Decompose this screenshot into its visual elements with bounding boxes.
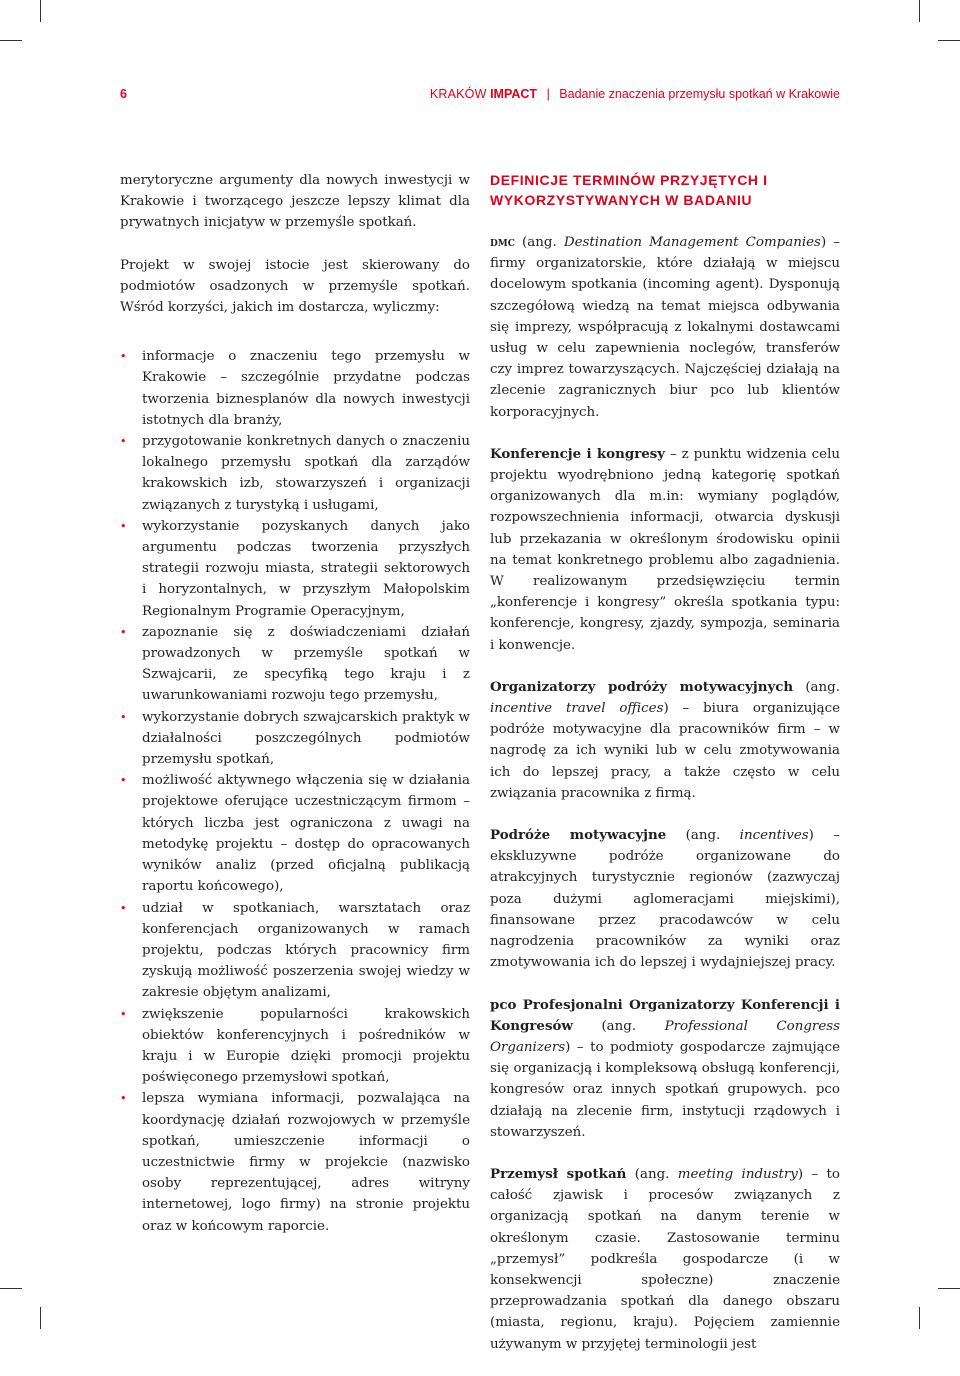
definitions-heading: DEFINICJE TERMINÓW PRZYJĘTYCH I WYKORZYSTYWANYCH W BADANIU — [490, 172, 768, 208]
list-item: • wykorzystanie pozyskanych danych jako argumentu podczas tworzenia przyszłych strategii rozwoju miasta, strategii sektorowych i horyzontalnych, w przyszłym Małopolskim Regionalnym Programie Operacyjnym, — [120, 516, 470, 622]
bullet-icon: • — [120, 519, 127, 533]
right-column — [490, 170, 840, 1376]
term: Konferencje i kongresy — [490, 445, 666, 462]
term: Podróże motywacyjne — [490, 827, 667, 844]
crop-mark — [0, 40, 22, 41]
definition-konferencje: Konferencje i kongresy – z punktu widzenia celu projektu wyodrębniono jedną kategorię spotkań organizowanych dla m.in: wymiany poglądów, rozpowszechnienia informacji, otwarcia dyskusji lub przekazania w określonym środowisku opinii na temat konkretnego problemu albo zagadnienia. W realizowanym przedsięwzięciu termin „konferencje i kongresy” określa spotkania typu: konferencje, kongresy, zjazdy, sympozja, seminaria i konwencje. — [490, 445, 840, 653]
term: Przemysł spotkań — [490, 1165, 627, 1182]
crop-mark — [938, 40, 960, 41]
crop-mark — [40, 0, 41, 22]
crop-mark — [40, 1307, 41, 1329]
crop-mark — [919, 0, 920, 22]
bullet-icon: • — [120, 625, 127, 639]
term: dmc — [490, 234, 515, 250]
list-item: • wykorzystanie dobrych szwajcarskich praktyk w działalności poszczególnych podmiotów przemysłu spotkań, — [120, 707, 470, 771]
bullet-icon: • — [120, 774, 127, 788]
list-item: • możliwość aktywnego włączenia się w działania projektowe oferujące uczestniczącym firmom – których liczba jest ograniczona z uwagi na metodykę projektu – dostęp do opracowanych wyników analiz (przed oficjalną publikacją raportu końcowego), — [120, 770, 470, 897]
bullet-icon: • — [120, 710, 127, 724]
bullet-icon: • — [120, 435, 127, 449]
definition-podroze: Podróże motywacyjne (ang. incentives) – ekskluzywne podróże organizowane do atrakcyjnych turystycznie regionów (zazwyczaj poza dużymi aglomeracjami miejskimi), finansowane przez pracodawców w celu nagrodzenia pracowników za wyniki oraz zmotywowania ich do lepszej i wydajniejszej pracy. — [490, 827, 840, 971]
brand-impact: IMPACT — [490, 87, 538, 101]
page-header — [120, 87, 840, 105]
bullet-icon: • — [120, 350, 127, 364]
page-number: 6 — [120, 87, 127, 101]
project-paragraph: Projekt w swojej istocie jest skierowany do podmiotów osadzonych w przemyśle spotkań. Wśród korzyści, jakich im dostarcza, wyliczmy: — [120, 257, 470, 316]
list-item: • informacje o znaczeniu tego przemysłu w Krakowie – szczególnie przydatne podczas tworzenia biznesplanów dla nowych inwestycji istotnych dla branży, — [120, 346, 470, 431]
left-column — [120, 170, 470, 1237]
list-item: • przygotowanie konkretnych danych o znaczeniu lokalnego przemysłu spotkań dla zarządów krakowskich izb, stowarzyszeń i organizacji związanych z turystyką i usługami, — [120, 431, 470, 516]
definition-przemysl: Przemysł spotkań (ang. meeting industry) – to całość zjawisk i procesów związanych z organizacją spotkań na danym terenie w określonym czasie. Zastosowanie terminu „przemysł” podkreśla gospodarcze (i w konsekwencji społeczne) znaczenie przeprowadzania spotkań dla danego obszaru (miasta, regionu, kraju). Pojęciem zamiennie używanym w przyjętej terminologii jest — [490, 1165, 840, 1352]
list-item: • zapoznanie się z doświadczeniami działań prowadzonych w przemyśle spotkań w Szwajcarii, ze specyfiką tego kraju i z uwarunkowaniami rozwoju tego przemysłu, — [120, 622, 470, 707]
crop-mark — [0, 1288, 22, 1289]
definition-pco: pco Profesjonalni Organizatorzy Konferencji i Kongresów (ang. Professional Congress Organizers) – to podmioty gospodarcze zajmujące się organizacją i kompleksową obsługą konferencji, kongresów oraz innych spotkań grupowych. pco działają na zlecenie firm, instytucji rządowych i stowarzyszeń. — [490, 996, 840, 1140]
definition-dmc: dmc (ang. Destination Management Companies) – firmy organizatorskie, które działają w miejscu docelowym spotkania (incoming agent). Dysponują szczegółową wiedzą na temat miejsca odbywania się imprezy, współpracują z lokalnymi dostawcami usług w celu zapewnienia noclegów, transferów czy imprez towarzyszących. Najczęściej działają na zlecenie zagranicznych biur pco lub klientów korporacyjnych. — [490, 234, 840, 420]
term: Organizatorzy podróży motywacyjnych — [490, 678, 794, 695]
running-header — [430, 87, 840, 101]
list-item: • udział w spotkaniach, warsztatach oraz konferencjach organizowanych w ramach projektu, podczas których pracownicy firm zyskują możliwość poszerzenia swojej wiedzy w zakresie objętym analizami, — [120, 898, 470, 1004]
list-item: • zwiększenie popularności krakowskich obiektów konferencyjnych i pośredników w kraju i w Europie dzięki promocji projektu poświęconego przemysłowi spotkań, — [120, 1004, 470, 1089]
crop-mark — [919, 1307, 920, 1329]
brand-name: KRAKÓW — [429, 87, 487, 101]
intro-paragraph: merytoryczne argumenty dla nowych inwestycji w Krakowie i tworzącego jeszcze lepszy klimat dla prywatnych inicjatyw w przemyśle spotkań. — [120, 173, 470, 231]
definition-organizatorzy: Organizatorzy podróży motywacyjnych (ang. incentive travel offices) – biura organizujące podróże motywacyjne dla pracowników firm – w nagrodę za ich wyniki lub w celu zmotywowania ich do lepszej pracy, a także często w celu związania pracownika z firmą. — [490, 678, 840, 801]
header-separator: | — [546, 87, 550, 101]
crop-mark — [938, 1288, 960, 1289]
list-item: • lepsza wymiana informacji, pozwalająca na koordynację działań rozwojowych w przemyśle spotkań, umieszczenie informacji o uczestnictwie firmy w projekcie (nazwisko osoby reprezentującej, adres witryny internetowej, logo firmy) na stronie projektu oraz w końcowym raporcie. — [120, 1088, 470, 1236]
benefits-list — [120, 346, 470, 1237]
bullet-icon: • — [120, 901, 127, 915]
document-title: Badanie znaczenia przemysłu spotkań w Krakowie — [559, 87, 840, 101]
bullet-icon: • — [120, 1007, 127, 1021]
bullet-icon: • — [120, 1092, 127, 1106]
term: pco Profesjonalni Organizatorzy Konferencji i Kongresów — [490, 996, 840, 1034]
